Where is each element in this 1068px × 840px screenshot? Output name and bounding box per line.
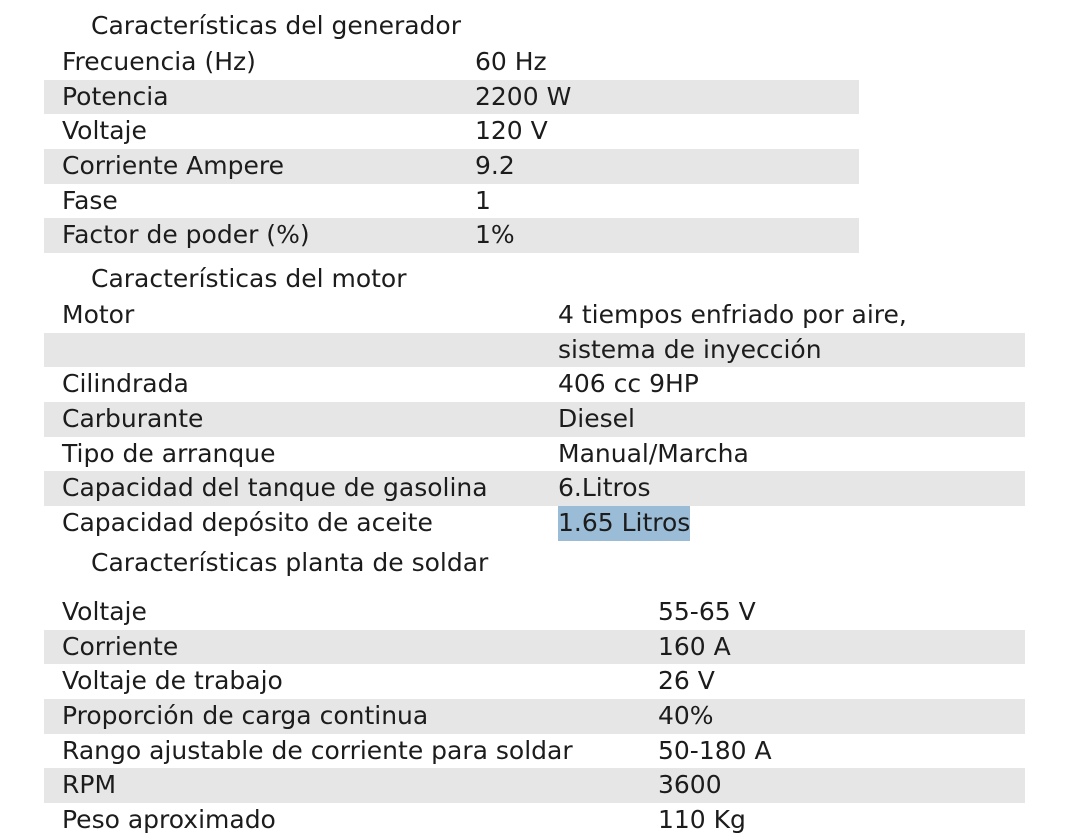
- spec-value: 4 tiempos enfriado por aire,: [558, 300, 907, 329]
- spec-value: 9.2: [475, 151, 515, 181]
- motor-specs-table: [44, 298, 1025, 541]
- spec-value: 120 V: [475, 116, 548, 146]
- spec-label: Fase: [62, 185, 118, 215]
- spec-label: Capacidad del tanque de gasolina: [62, 473, 488, 503]
- spec-label: Proporción de carga continua: [62, 701, 429, 731]
- table-row: [44, 333, 1025, 368]
- table-row: [44, 699, 1025, 734]
- generator-section-title: Características del generador: [91, 11, 461, 40]
- spec-label: RPM: [62, 770, 117, 800]
- table-row: [44, 630, 1025, 665]
- table-row: [44, 184, 859, 219]
- table-row: [44, 437, 1025, 472]
- spec-label: Frecuencia (Hz): [62, 47, 256, 76]
- spec-value: 60 Hz: [475, 47, 547, 76]
- spec-value: 40%: [658, 701, 714, 731]
- spec-value: 3600: [658, 770, 722, 800]
- spec-value: 110 Kg: [658, 805, 746, 835]
- table-row: [44, 803, 1025, 838]
- table-row: [44, 149, 859, 184]
- spec-label: Potencia: [62, 81, 169, 111]
- spec-value: Manual/Marcha: [558, 438, 749, 468]
- spec-label: Corriente Ampere: [62, 151, 284, 181]
- spec-value: sistema de inyección: [558, 334, 822, 364]
- table-row: [44, 768, 1025, 803]
- table-row: [44, 506, 1025, 541]
- table-row: [44, 595, 1025, 630]
- welder-section-title: Características planta de soldar: [91, 548, 489, 577]
- generator-specs-table: [44, 45, 859, 253]
- spec-label: Rango ajustable de corriente para soldar: [62, 735, 573, 765]
- spec-value: 406 cc 9HP: [558, 369, 699, 399]
- spec-value: 50-180 A: [658, 735, 772, 765]
- spec-label: Cilindrada: [62, 369, 189, 399]
- table-row: [44, 80, 859, 115]
- spec-value: Diesel: [558, 404, 635, 434]
- table-row: [44, 402, 1025, 437]
- spec-label: Peso aproximado: [62, 805, 276, 835]
- table-row: [44, 45, 859, 80]
- table-row: [44, 734, 1025, 769]
- table-row: [44, 664, 1025, 699]
- spec-value: 1%: [475, 220, 515, 250]
- spec-label: Carburante: [62, 404, 204, 434]
- spec-value: 1: [475, 185, 491, 215]
- motor-section-title: Características del motor: [91, 264, 407, 293]
- spec-label: Tipo de arranque: [62, 438, 276, 468]
- spec-value: 55-65 V: [658, 597, 756, 626]
- spec-label: Motor: [62, 300, 135, 329]
- spec-value: 2200 W: [475, 81, 572, 111]
- table-row: [44, 298, 1025, 333]
- spec-label: Capacidad depósito de aceite: [62, 508, 433, 538]
- spec-label: Corriente: [62, 631, 179, 661]
- spec-value: 26 V: [658, 666, 715, 696]
- selected-spec-value[interactable]: 1.65 Litros: [558, 506, 690, 541]
- spec-label: Voltaje de trabajo: [62, 666, 283, 696]
- spec-label: Factor de poder (%): [62, 220, 310, 250]
- table-row: [44, 218, 859, 253]
- spec-label: Voltaje: [62, 116, 147, 146]
- spec-value: 160 A: [658, 631, 731, 661]
- spec-label: Voltaje: [62, 597, 147, 626]
- spec-value: 6.Litros: [558, 473, 651, 503]
- table-row: [44, 114, 859, 149]
- table-row: [44, 471, 1025, 506]
- table-row: [44, 367, 1025, 402]
- welder-specs-table: [44, 595, 1025, 838]
